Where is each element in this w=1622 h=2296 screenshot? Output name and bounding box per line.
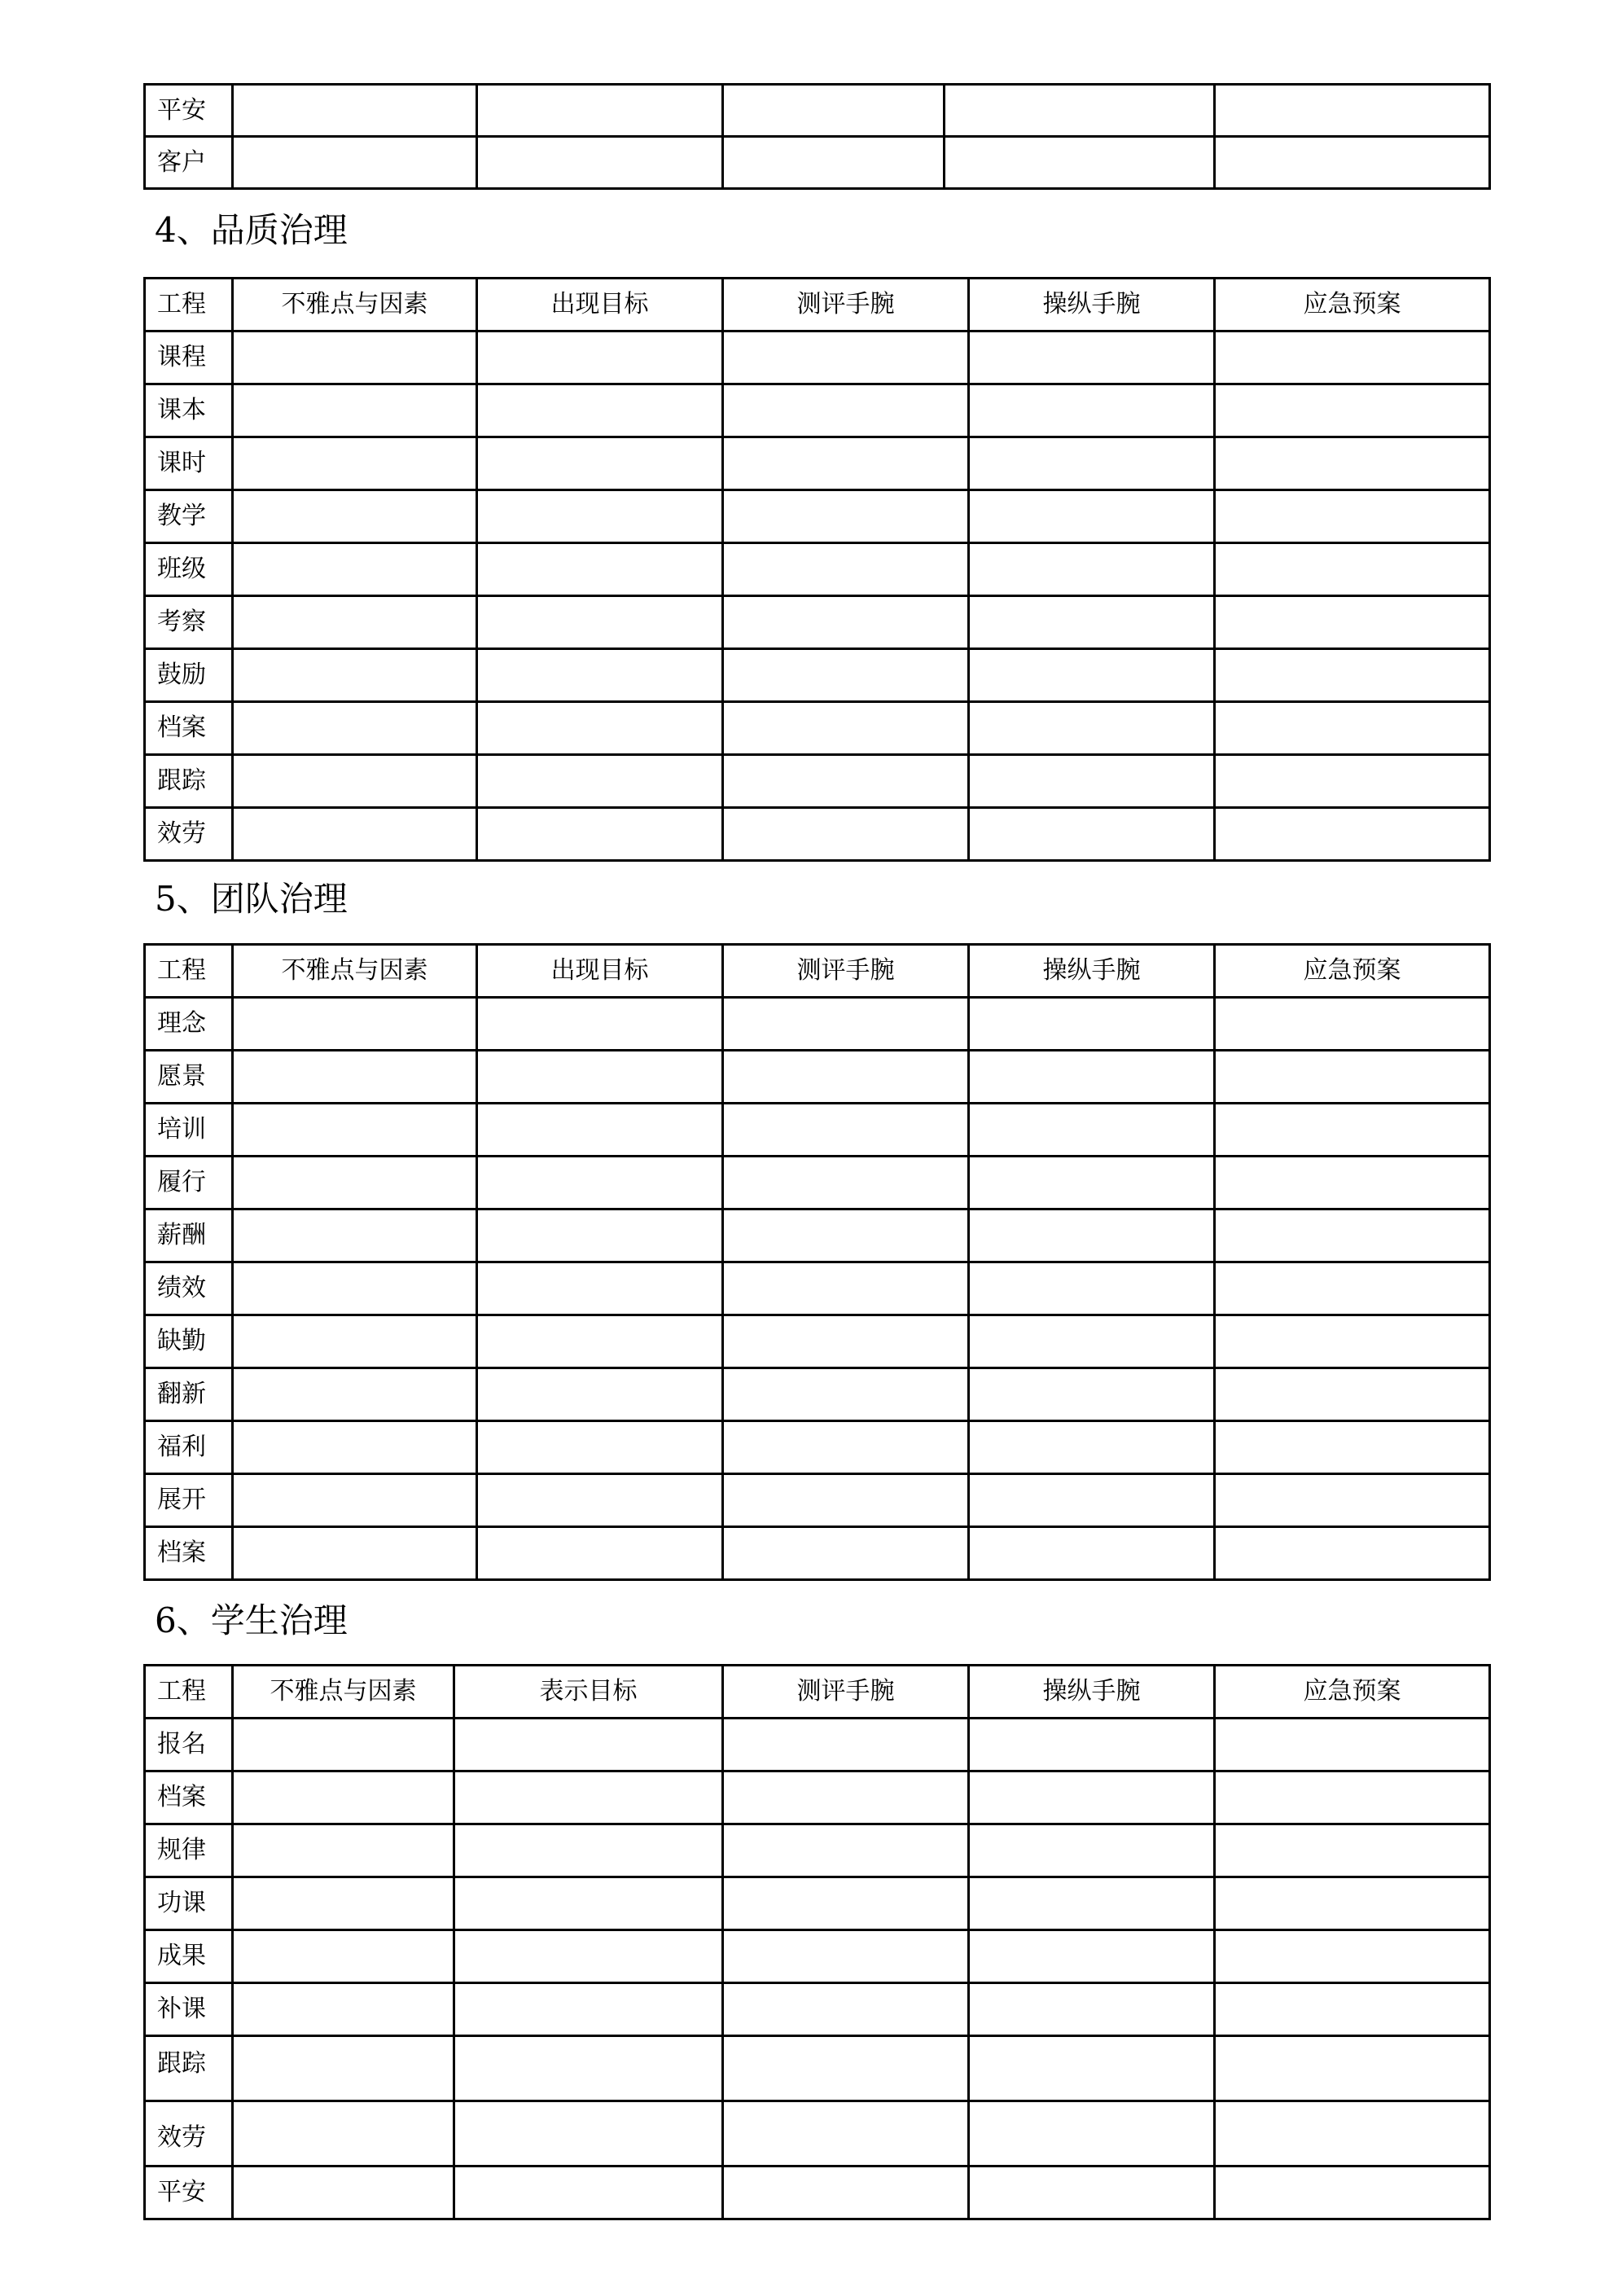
row-label: 规律 [145, 1824, 233, 1877]
table-row [145, 1474, 1490, 1527]
row-label: 成果 [145, 1930, 233, 1983]
table-cell [969, 1051, 1215, 1104]
row-label: 效劳 [145, 2101, 233, 2166]
table-cell [233, 1474, 477, 1527]
table-cell [233, 702, 477, 755]
table-row [145, 596, 1490, 649]
row-label: 跟踪 [145, 755, 233, 808]
table-cell [969, 755, 1215, 808]
table-cell [969, 1719, 1215, 1771]
row-label: 展开 [145, 1474, 233, 1527]
table-cell [233, 649, 477, 702]
table-row [145, 1930, 1490, 1983]
table-cell [969, 1157, 1215, 1209]
table-cell [233, 1421, 477, 1474]
table-cell [477, 755, 723, 808]
row-label: 功课 [145, 1877, 233, 1930]
table-cell [723, 1209, 969, 1262]
row-label: 翻新 [145, 1368, 233, 1421]
column-header: 应急预案 [1215, 945, 1490, 998]
table-cell [969, 1527, 1215, 1580]
table-cell [477, 808, 723, 861]
table-cell [477, 1051, 723, 1104]
table-cell [723, 1527, 969, 1580]
table-row [145, 2101, 1490, 2166]
table-cell [1215, 998, 1490, 1051]
table-cell [1215, 1771, 1490, 1824]
table-cell [969, 1209, 1215, 1262]
table-cell [233, 1104, 477, 1157]
table-cell [233, 1262, 477, 1315]
table-cell [723, 1262, 969, 1315]
table-cell [233, 384, 477, 437]
column-header: 工程 [145, 1666, 233, 1719]
table-cell [477, 543, 723, 596]
table-cell [969, 437, 1215, 490]
row-label: 履行 [145, 1157, 233, 1209]
table-cell [454, 1930, 723, 1983]
table-cell [1215, 1421, 1490, 1474]
table-cell [1215, 543, 1490, 596]
table-cell [723, 384, 969, 437]
table-row [145, 1983, 1490, 2036]
table-cell [969, 1474, 1215, 1527]
table-row [145, 331, 1490, 384]
column-header: 工程 [145, 945, 233, 998]
table-cell [454, 1983, 723, 2036]
table-cell [723, 437, 969, 490]
table-cell [1215, 137, 1490, 189]
table-cell [1215, 2166, 1490, 2219]
table-cell [233, 1771, 454, 1824]
table-cell [454, 1877, 723, 1930]
table-cell [233, 1368, 477, 1421]
table-cell [969, 490, 1215, 543]
table-row [145, 1157, 1490, 1209]
column-header: 不雅点与因素 [233, 279, 477, 331]
table-cell [477, 1157, 723, 1209]
row-label: 课本 [145, 384, 233, 437]
table-cell [477, 596, 723, 649]
table-cell [723, 808, 969, 861]
row-label: 档案 [145, 1771, 233, 1824]
table-cell [1215, 1157, 1490, 1209]
table-cell [233, 1877, 454, 1930]
table-cell [477, 649, 723, 702]
table-row [145, 702, 1490, 755]
table-cell [723, 2101, 969, 2166]
table-cell [969, 998, 1215, 1051]
team-table [143, 943, 1491, 1581]
table-cell [969, 702, 1215, 755]
table-cell [1215, 1051, 1490, 1104]
table-cell [969, 596, 1215, 649]
table-row [145, 1421, 1490, 1474]
table-cell [1215, 85, 1490, 137]
table-cell [945, 85, 1215, 137]
table-cell [233, 808, 477, 861]
table-cell [723, 596, 969, 649]
table-cell [723, 755, 969, 808]
table-cell [1215, 331, 1490, 384]
table-row [145, 808, 1490, 861]
header-row [145, 1666, 1490, 1719]
table-cell [1215, 1877, 1490, 1930]
table-cell [969, 1930, 1215, 1983]
table-cell [969, 1983, 1215, 2036]
column-header: 工程 [145, 279, 233, 331]
table-cell [1215, 1315, 1490, 1368]
table-cell [723, 1983, 969, 2036]
table-cell [723, 543, 969, 596]
table-row [145, 755, 1490, 808]
row-label: 档案 [145, 702, 233, 755]
table-cell [477, 1527, 723, 1580]
table-cell [1215, 1104, 1490, 1157]
row-label: 档案 [145, 1527, 233, 1580]
table-cell [233, 543, 477, 596]
table-cell [477, 437, 723, 490]
row-label: 绩效 [145, 1262, 233, 1315]
row-label: 鼓励 [145, 649, 233, 702]
table-cell [969, 331, 1215, 384]
table-cell [477, 1368, 723, 1421]
table-row [145, 1051, 1490, 1104]
row-label: 平安 [145, 85, 233, 137]
table-cell [723, 1421, 969, 1474]
table-cell [1215, 1209, 1490, 1262]
row-label: 愿景 [145, 1051, 233, 1104]
table-cell [454, 2036, 723, 2101]
table-cell [723, 1157, 969, 1209]
table-row [145, 1262, 1490, 1315]
table-cell [969, 1104, 1215, 1157]
table-row [145, 543, 1490, 596]
table-cell [723, 1104, 969, 1157]
table-row [145, 2166, 1490, 2219]
row-label: 缺勤 [145, 1315, 233, 1368]
table-cell [969, 1315, 1215, 1368]
row-label: 教学 [145, 490, 233, 543]
table-row [145, 649, 1490, 702]
table-row [145, 1877, 1490, 1930]
row-label: 课时 [145, 437, 233, 490]
row-label: 补课 [145, 1983, 233, 2036]
column-header: 应急预案 [1215, 279, 1490, 331]
table-cell [969, 2101, 1215, 2166]
table-row [145, 1771, 1490, 1824]
table-cell [233, 1209, 477, 1262]
student-table [143, 1664, 1491, 2220]
table-cell [1215, 490, 1490, 543]
table-row [145, 437, 1490, 490]
table-cell [723, 649, 969, 702]
table-cell [723, 2036, 969, 2101]
column-header: 测评手腕 [723, 279, 969, 331]
section-title-team: 5、团队治理 [155, 879, 348, 919]
column-header: 测评手腕 [723, 945, 969, 998]
table-cell [945, 137, 1215, 189]
column-header: 表示目标 [454, 1666, 723, 1719]
table-cell [477, 384, 723, 437]
table-cell [1215, 649, 1490, 702]
column-header: 操纵手腕 [969, 279, 1215, 331]
table-cell [477, 998, 723, 1051]
table-cell [477, 1104, 723, 1157]
table-row [145, 137, 1490, 189]
table-cell [969, 1771, 1215, 1824]
table-cell [477, 331, 723, 384]
table-cell [477, 1262, 723, 1315]
table-row [145, 998, 1490, 1051]
table-cell [723, 331, 969, 384]
table-row [145, 1315, 1490, 1368]
table-cell [477, 490, 723, 543]
header-row [145, 945, 1490, 998]
table-cell [1215, 384, 1490, 437]
table-cell [454, 2101, 723, 2166]
top-table [143, 83, 1491, 190]
table-row [145, 1527, 1490, 1580]
table-cell [233, 137, 477, 189]
table-cell [477, 1315, 723, 1368]
table-row [145, 1719, 1490, 1771]
table-cell [969, 384, 1215, 437]
table-row [145, 384, 1490, 437]
table-cell [1215, 596, 1490, 649]
row-label: 课程 [145, 331, 233, 384]
table-cell [233, 2166, 454, 2219]
column-header: 操纵手腕 [969, 1666, 1215, 1719]
table-cell [969, 1368, 1215, 1421]
table-cell [233, 1157, 477, 1209]
table-cell [1215, 2036, 1490, 2101]
table-cell [723, 85, 945, 137]
table-cell [723, 1051, 969, 1104]
table-cell [723, 1824, 969, 1877]
table-cell [723, 1771, 969, 1824]
row-label: 报名 [145, 1719, 233, 1771]
table-cell [1215, 437, 1490, 490]
table-cell [1215, 1983, 1490, 2036]
row-label: 客户 [145, 137, 233, 189]
table-cell [233, 1983, 454, 2036]
table-cell [723, 1474, 969, 1527]
table-cell [1215, 1930, 1490, 1983]
table-cell [723, 1877, 969, 1930]
table-cell [723, 1719, 969, 1771]
table-cell [1215, 1527, 1490, 1580]
table-cell [969, 1824, 1215, 1877]
table-cell [233, 596, 477, 649]
table-row [145, 490, 1490, 543]
table-cell [233, 2036, 454, 2101]
table-cell [233, 1719, 454, 1771]
table-cell [969, 2166, 1215, 2219]
table-cell [1215, 702, 1490, 755]
table-cell [1215, 1719, 1490, 1771]
table-cell [233, 755, 477, 808]
table-cell [477, 85, 723, 137]
table-cell [723, 998, 969, 1051]
table-cell [723, 490, 969, 543]
row-label: 薪酬 [145, 1209, 233, 1262]
column-header: 操纵手腕 [969, 945, 1215, 998]
table-cell [233, 1527, 477, 1580]
table-cell [1215, 1262, 1490, 1315]
table-cell [233, 85, 477, 137]
table-cell [969, 543, 1215, 596]
row-label: 班级 [145, 543, 233, 596]
table-cell [454, 2166, 723, 2219]
table-cell [969, 649, 1215, 702]
row-label: 理念 [145, 998, 233, 1051]
table-cell [233, 1824, 454, 1877]
table-row [145, 85, 1490, 137]
table-cell [454, 1771, 723, 1824]
table-row [145, 1368, 1490, 1421]
table-cell [233, 998, 477, 1051]
table-cell [969, 1421, 1215, 1474]
quality-table [143, 277, 1491, 862]
table-cell [477, 1209, 723, 1262]
row-label: 跟踪 [145, 2036, 233, 2101]
table-row [145, 1209, 1490, 1262]
table-cell [969, 808, 1215, 861]
table-cell [233, 331, 477, 384]
header-row [145, 279, 1490, 331]
column-header: 不雅点与因素 [233, 1666, 454, 1719]
table-cell [969, 1877, 1215, 1930]
table-row [145, 2036, 1490, 2101]
table-cell [969, 1262, 1215, 1315]
table-cell [1215, 1824, 1490, 1877]
table-cell [477, 137, 723, 189]
row-label: 培训 [145, 1104, 233, 1157]
column-header: 应急预案 [1215, 1666, 1490, 1719]
table-cell [233, 437, 477, 490]
table-cell [723, 2166, 969, 2219]
row-label: 平安 [145, 2166, 233, 2219]
table-row [145, 1104, 1490, 1157]
row-label: 福利 [145, 1421, 233, 1474]
table-cell [723, 702, 969, 755]
table-cell [1215, 2101, 1490, 2166]
table-cell [723, 1930, 969, 1983]
table-cell [723, 1315, 969, 1368]
table-cell [233, 2101, 454, 2166]
table-cell [1215, 755, 1490, 808]
table-cell [233, 1051, 477, 1104]
column-header: 测评手腕 [723, 1666, 969, 1719]
table-cell [477, 1421, 723, 1474]
table-cell [454, 1824, 723, 1877]
row-label: 效劳 [145, 808, 233, 861]
table-cell [454, 1719, 723, 1771]
table-cell [723, 137, 945, 189]
section-title-student: 6、学生治理 [155, 1600, 348, 1640]
table-cell [969, 2036, 1215, 2101]
table-cell [477, 1474, 723, 1527]
table-cell [1215, 808, 1490, 861]
table-row [145, 1824, 1490, 1877]
table-cell [1215, 1368, 1490, 1421]
table-cell [233, 1930, 454, 1983]
table-cell [723, 1368, 969, 1421]
table-cell [233, 1315, 477, 1368]
column-header: 出现目标 [477, 945, 723, 998]
table-cell [233, 490, 477, 543]
section-title-quality: 4、品质治理 [155, 210, 348, 250]
table-cell [1215, 1474, 1490, 1527]
row-label: 考察 [145, 596, 233, 649]
table-cell [477, 702, 723, 755]
column-header: 不雅点与因素 [233, 945, 477, 998]
column-header: 出现目标 [477, 279, 723, 331]
